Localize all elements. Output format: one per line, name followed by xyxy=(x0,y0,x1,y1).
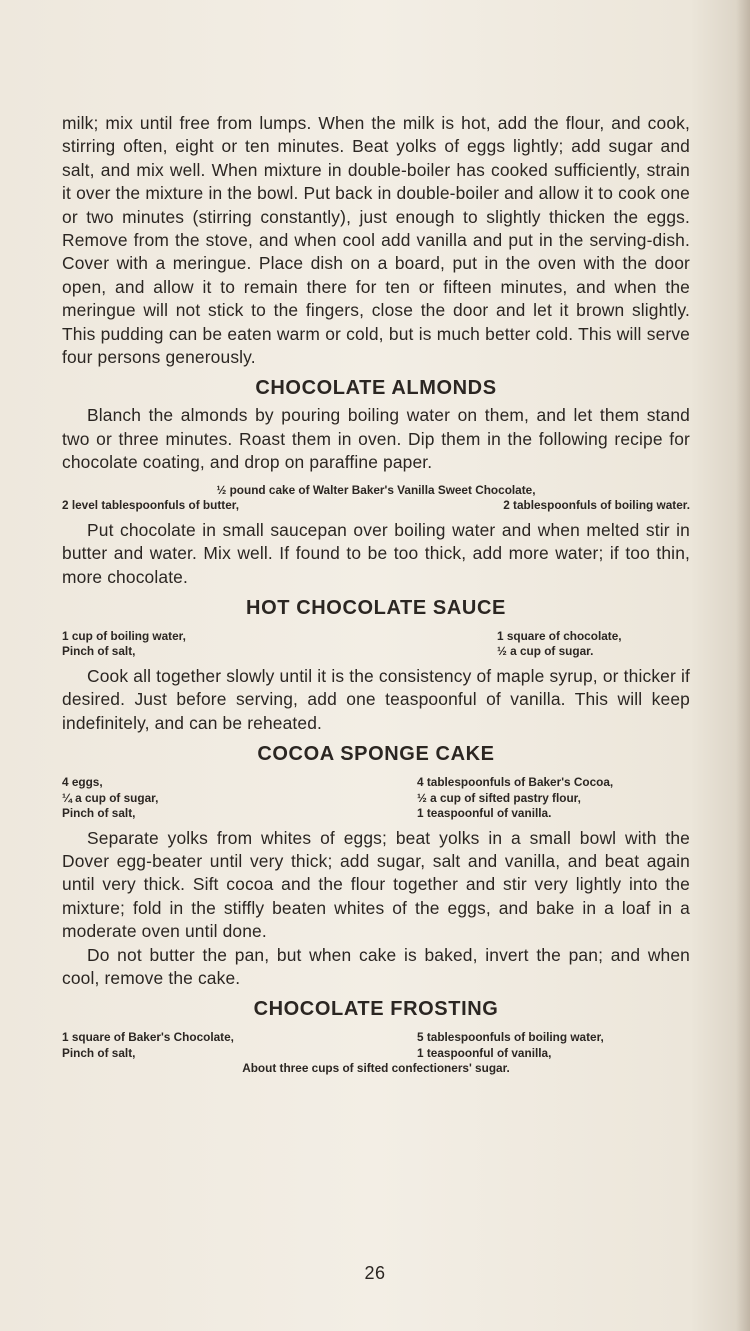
frosting-ingredients xyxy=(62,1030,690,1077)
ingredient: ½ pound cake of Walter Baker's Vanilla Sweet Chocolate, xyxy=(216,482,536,497)
almonds-ingredients xyxy=(62,483,690,514)
ingredient: About three cups of sifted confectioners' sugar. xyxy=(242,1061,510,1076)
pudding-continuation: milk; mix until free from lumps. When the milk is hot, add the flour, and cook, stirring often, eight or ten minutes. Beat yolks of eggs lightly; add sugar and salt, and mix well. When mixture in double-boiler has cooked sufficiently, strain it over the mixture in the bowl. Put back in double-boiler and allow it to cook one or two minutes (stirring constantly), just enough to slightly thicken the eggs. Remove from the stove, and when cool add vanilla and put in the serving-dish. Cover with a meringue. Place dish on a board, put in the oven with the door open, and allow it to remain there for ten or fifteen minutes, and when the meringue will not stick to the fingers, close the door and let it brown slightly. This pudding can be eaten warm or cold, but is much better cold. This will serve four persons generously. xyxy=(62,113,690,368)
ingredient: 1 square of Baker's Chocolate, xyxy=(62,1030,234,1045)
sauce-ingredients xyxy=(62,629,690,660)
cake-ingredients xyxy=(62,775,690,822)
page-content xyxy=(62,112,690,1082)
recipe-title-hot-chocolate-sauce: HOT CHOCOLATE SAUCE xyxy=(246,596,506,619)
ingredient: ¼ a cup of sugar, xyxy=(62,790,159,805)
recipe-title-chocolate-almonds: CHOCOLATE ALMONDS xyxy=(255,377,497,400)
page-number: 26 xyxy=(364,1263,386,1283)
ingredient: 1 teaspoonful of vanilla. xyxy=(417,806,552,821)
ingredient: 1 teaspoonful of vanilla, xyxy=(417,1045,552,1060)
ingredient: Pinch of salt, xyxy=(62,1045,136,1060)
almonds-method: Put chocolate in small saucepan over boiling water and when melted stir in butter and water. Mix well. If found to be too thick, add more water; if too thin, more chocolate. xyxy=(62,519,690,587)
ingredient: 2 level tablespoonfuls of butter, xyxy=(62,498,239,513)
ingredient: 4 eggs, xyxy=(62,775,103,790)
ingredient: Pinch of salt, xyxy=(62,806,136,821)
cake-note: Do not butter the pan, but when cake is baked, invert the pan; and when cool, remove the cake. xyxy=(62,944,690,989)
sauce-method: Cook all together slowly until it is the consistency of maple syrup, or thicker if desired. Just before serving, add one teaspoonful of vanilla. This will keep indefinitely, and can be reheated. xyxy=(62,665,690,733)
ingredient: 4 tablespoonfuls of Baker's Cocoa, xyxy=(417,775,614,790)
ingredient: 5 tablespoonfuls of boiling water, xyxy=(417,1030,604,1045)
recipe-title-cocoa-sponge-cake: COCOA SPONGE CAKE xyxy=(257,743,495,766)
cake-method: Separate yolks from whites of eggs; beat yolks in a small bowl with the Dover egg-beater until very thick; add sugar, salt and vanilla, and beat again until very thick. Sift cocoa and the flour together and stir very lightly into the mixture; fold in the stiffly beaten whites of the eggs, and bake in a loaf in a moderate oven until done. xyxy=(62,827,690,942)
ingredient: Pinch of salt, xyxy=(62,644,136,659)
recipe-title-chocolate-frosting: CHOCOLATE FROSTING xyxy=(253,998,499,1021)
page-edge-shadow xyxy=(736,0,750,1331)
ingredient: 1 square of chocolate, xyxy=(497,628,622,643)
almonds-intro: Blanch the almonds by pouring boiling water on them, and let them stand two or three minutes. Roast them in oven. Dip them in the following recipe for chocolate coating, and drop on paraffine paper. xyxy=(62,405,690,473)
ingredient: 2 tablespoonfuls of boiling water. xyxy=(503,498,690,513)
ingredient: 1 cup of boiling water, xyxy=(62,628,186,643)
ingredient: ½ a cup of sifted pastry flour, xyxy=(417,790,581,805)
ingredient: ½ a cup of sugar. xyxy=(497,644,594,659)
